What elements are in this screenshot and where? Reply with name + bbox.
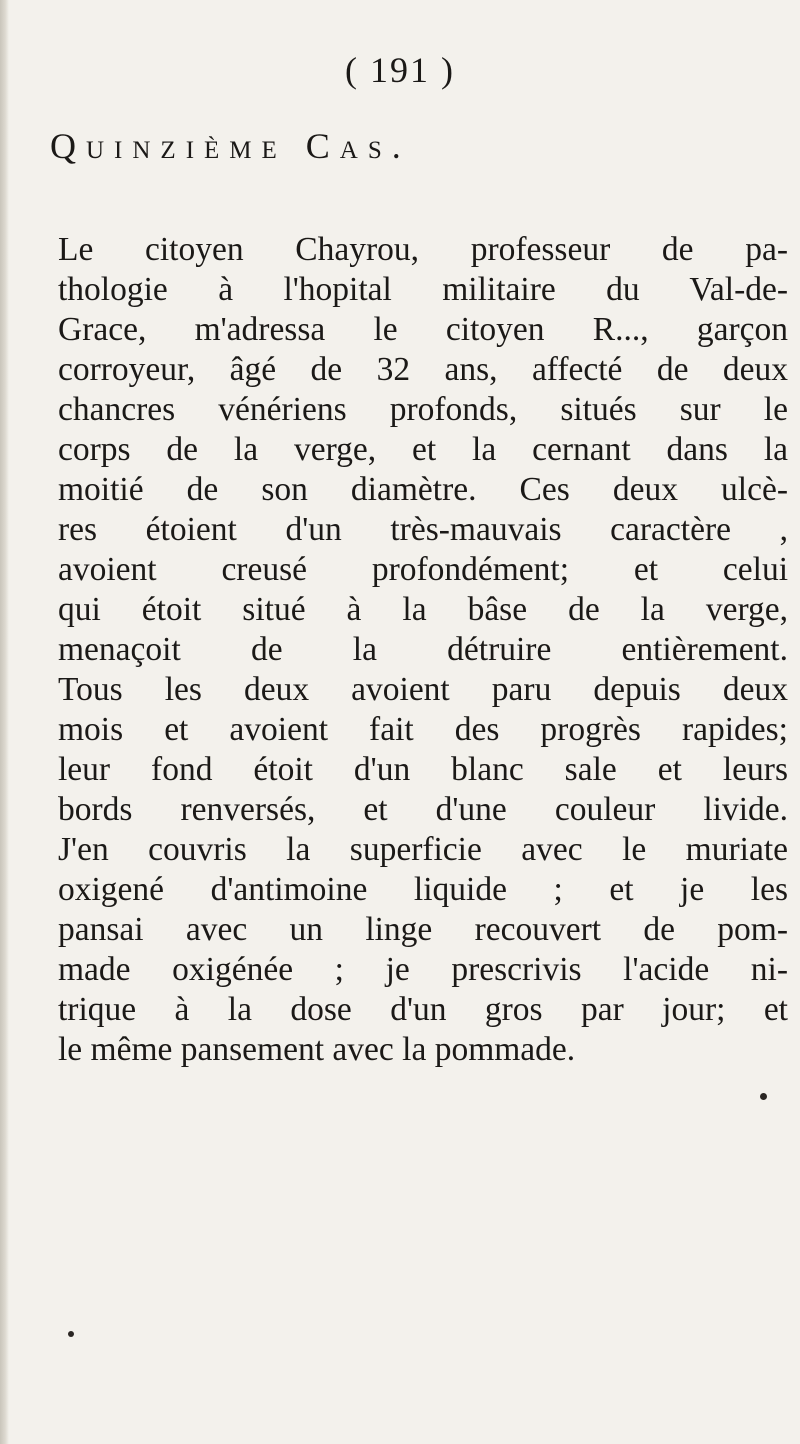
text-line: thologie à l'hopital militaire du Val-de- [58, 271, 788, 308]
text-line: menaçoit de la détruire entièrement. [58, 631, 788, 668]
text-line: le même pansement avec la pommade. [58, 1031, 576, 1068]
page-number: ( 191 ) [345, 50, 455, 90]
text-line: leur fond étoit d'un blanc sale et leurs [58, 751, 788, 788]
text-line: Le citoyen Chayrou, professeur de pa- [58, 231, 788, 268]
text-line: made oxigénée ; je prescrivis l'acide ni- [58, 951, 788, 988]
text-line: corps de la verge, et la cernant dans la [58, 431, 788, 468]
ink-speck [68, 1331, 74, 1337]
text-line: trique à la dose d'un gros par jour; et [58, 991, 788, 1028]
text-line: pansai avec un linge recouvert de pom- [58, 911, 788, 948]
text-line: res étoient d'un très-mauvais caractère , [58, 511, 788, 548]
text-line: Grace, m'adressa le citoyen R..., garçon [58, 311, 788, 348]
text-line: moitié de son diamètre. Ces deux ulcè- [58, 471, 788, 508]
text-line: chancres vénériens profonds, situés sur le [58, 391, 788, 428]
body-text [58, 230, 788, 1070]
text-line: qui étoit situé à la bâse de la verge, [58, 591, 788, 628]
text-line: mois et avoient fait des progrès rapides; [58, 711, 788, 748]
section-heading: Quinzième Cas. [50, 126, 411, 166]
text-line: corroyeur, âgé de 32 ans, affecté de deux [58, 351, 788, 388]
ink-speck [760, 1093, 767, 1100]
text-line: oxigené d'antimoine liquide ; et je les [58, 871, 788, 908]
page-edge [0, 0, 9, 1444]
text-line: J'en couvris la superficie avec le muriate [58, 831, 788, 868]
text-line: bords renversés, et d'une couleur livide. [58, 791, 788, 828]
text-line: avoient creusé profondément; et celui [58, 551, 788, 588]
text-line: Tous les deux avoient paru depuis deux [58, 671, 788, 708]
